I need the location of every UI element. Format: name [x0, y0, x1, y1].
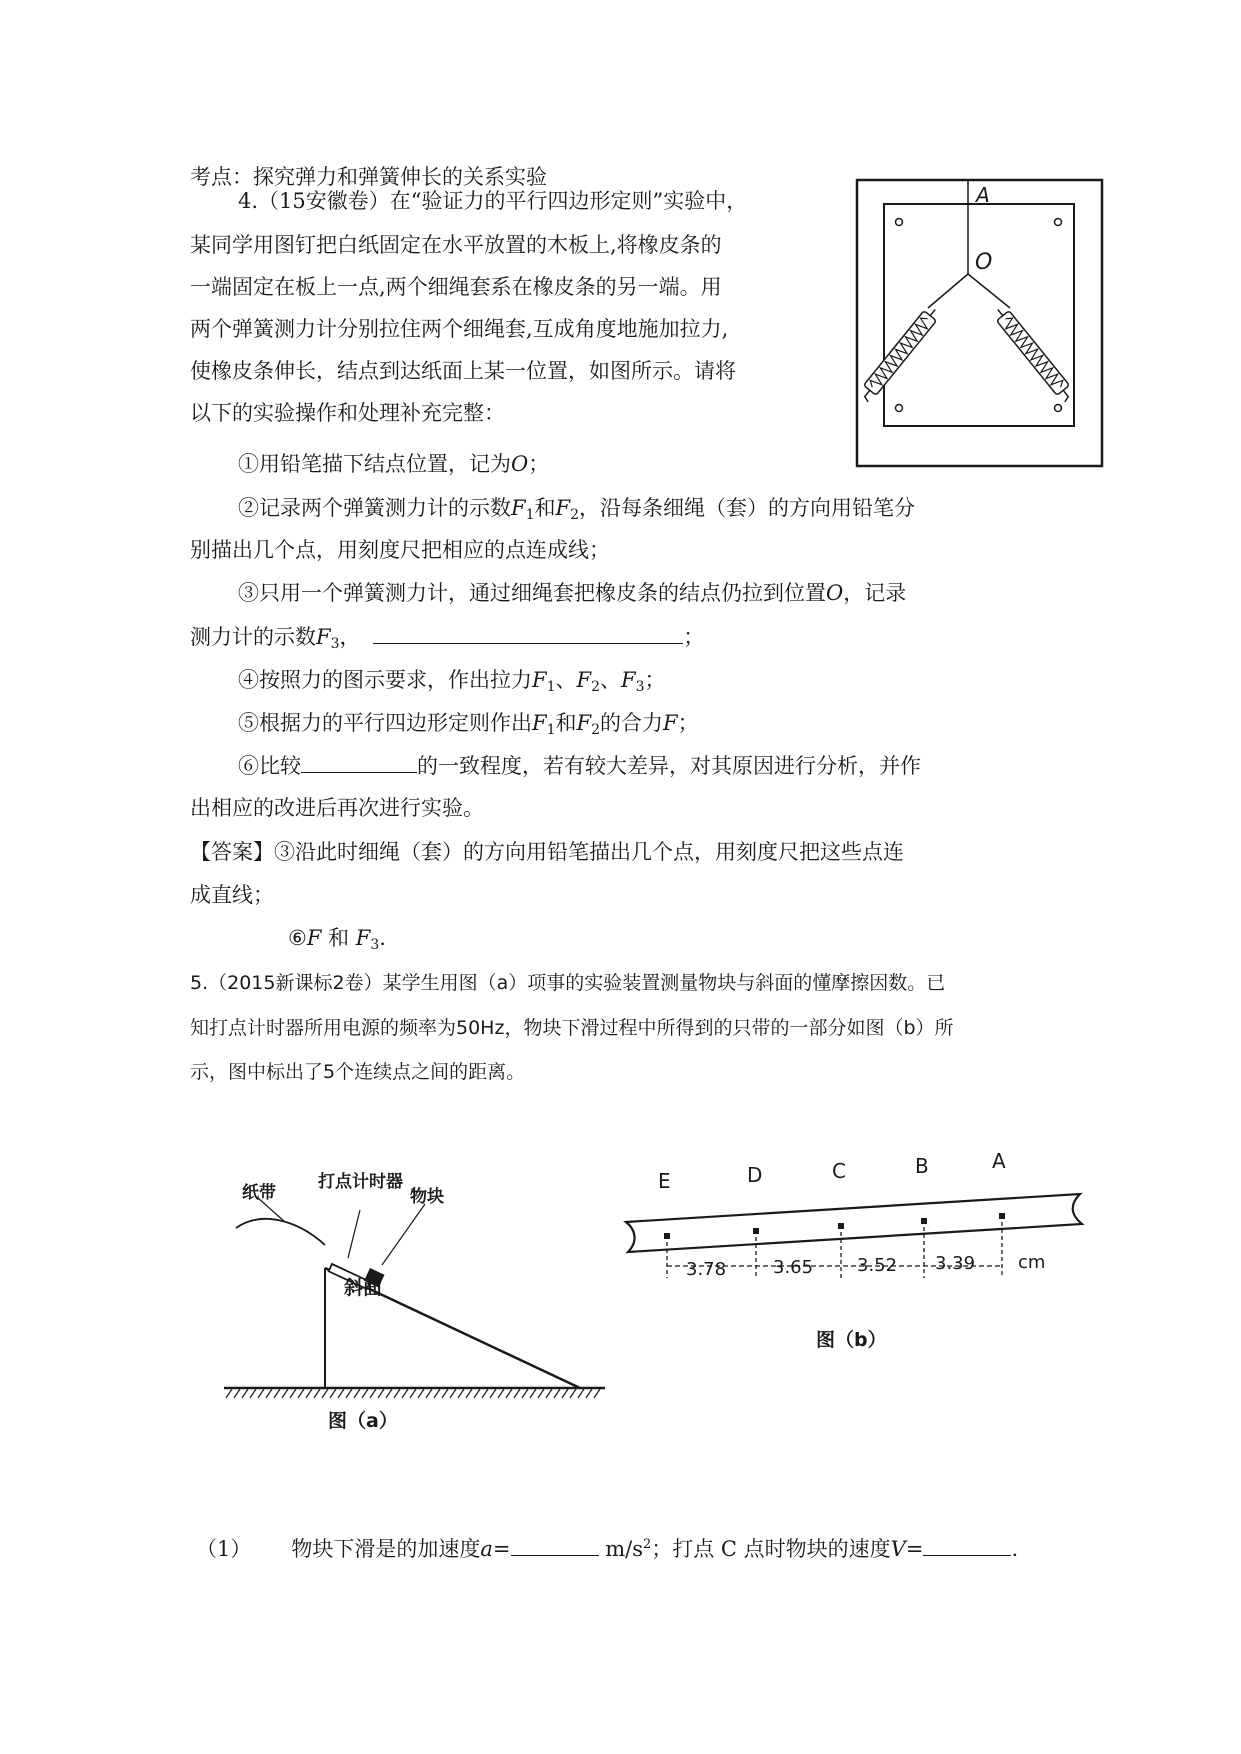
- separator: 、: [555, 668, 577, 692]
- f1-sub: 1: [546, 722, 556, 738]
- step-2-text: ②记录两个弹簧测力计的示数: [238, 496, 511, 520]
- f3-symbol: F: [316, 625, 331, 649]
- step-6-text-b: 的一致程度，若有较大差异，对其原因进行分析，并作: [417, 754, 921, 778]
- step-6-line-2: 出相应的改进后再次进行实验。: [190, 796, 484, 820]
- and-word: 和: [321, 926, 356, 950]
- answer: [190, 837, 904, 867]
- topic-text: 探究弹力和弹簧伸长的关系实验: [253, 165, 547, 189]
- block-label: 物块: [410, 1187, 444, 1207]
- f2-symbol: F: [576, 711, 592, 735]
- distance-de: 3.78: [686, 1259, 727, 1280]
- point-e: [664, 1233, 670, 1239]
- distance-cd: 3.65: [773, 1257, 814, 1278]
- q4-line-5: 使橡皮条伸长，结点到达纸面上某一位置，如图所示。请将: [190, 359, 736, 383]
- fig-a-caption: 图（a）: [328, 1410, 398, 1432]
- f3-symbol: F: [621, 668, 636, 692]
- step-1-text: ①用铅笔描下结点位置，记为: [238, 452, 511, 476]
- answer-6-marker: ⑥: [288, 926, 307, 950]
- step-3-text-c: 测力计的示数: [190, 625, 316, 649]
- step-6-text: ⑥比较: [238, 754, 301, 778]
- point-label-e: E: [658, 1169, 671, 1193]
- f1-sub: 1: [525, 507, 535, 523]
- sub-1-number: （1）: [196, 1537, 252, 1561]
- step-4-text: ④按照力的图示要求，作出拉力: [238, 668, 532, 692]
- f1-symbol: F: [511, 496, 526, 520]
- timer-label: 打点计时器: [318, 1172, 403, 1192]
- equals: =: [905, 1537, 924, 1561]
- point-label-a: A: [992, 1149, 1006, 1173]
- step-1-var: O: [511, 452, 529, 476]
- point-label-b: B: [915, 1154, 929, 1178]
- point-label-d: D: [747, 1163, 763, 1187]
- step-5: [238, 708, 699, 745]
- point-a: [999, 1213, 1005, 1219]
- step-5-text: ⑤根据力的平行四边形定则作出: [238, 711, 532, 735]
- step-5-text-b: 的合力: [600, 711, 663, 735]
- step-3-text: ③只用一个弹簧测力计，通过细绳套把橡皮条的结点仍拉到位置: [238, 581, 826, 605]
- answer-end: .: [379, 926, 386, 950]
- label-o: O: [975, 250, 993, 275]
- q5-line-3: 示，图中标出了5个连续点之间的距离。: [190, 1061, 526, 1083]
- sub-1-text: 物块下滑是的加速度: [291, 1537, 481, 1561]
- sub-1-text-b: ；打点 C 点时物块的速度: [651, 1537, 891, 1561]
- distance-ab: 3.39: [935, 1253, 976, 1274]
- distance-bc: 3.52: [857, 1255, 898, 1276]
- step-2: [238, 493, 915, 530]
- tape-figure: [620, 1149, 1090, 1430]
- var-v: V: [890, 1537, 906, 1561]
- f3-symbol: F: [355, 926, 371, 950]
- f1-sub: 1: [546, 679, 556, 695]
- sub-1-end: .: [1011, 1537, 1019, 1561]
- q5-sub-1: [196, 1530, 1018, 1564]
- force-board-figure: [855, 178, 1105, 470]
- q4-line-1: 4.（15安徽卷）在“验证力的平行四边形定则”实验中，: [238, 189, 748, 213]
- f3-sub: 3: [635, 679, 645, 695]
- step-3: [238, 578, 906, 608]
- f-symbol: F: [306, 926, 322, 950]
- point-label-c: C: [832, 1159, 846, 1183]
- f2-sub: 2: [570, 507, 579, 523]
- step-1: [238, 449, 549, 479]
- f2-symbol: F: [555, 496, 571, 520]
- equals: =: [492, 1537, 511, 1561]
- var-a: a: [480, 1537, 493, 1561]
- step-6: [238, 750, 921, 781]
- unit-exponent: 2: [642, 1537, 652, 1552]
- unit-label: cm: [1018, 1252, 1046, 1273]
- acceleration-blank[interactable]: [511, 1533, 599, 1556]
- point-b: [921, 1218, 927, 1224]
- point-c: [838, 1223, 844, 1229]
- fig-b-caption: 图（b）: [816, 1329, 887, 1351]
- step-3-end: ；: [683, 625, 705, 649]
- step-4-end: ；: [644, 668, 666, 692]
- answer-line-2: 成直线；: [190, 883, 274, 907]
- q4-line-4: 两个弹簧测力计分别拉住两个细绳套,互成角度地施加拉力,: [190, 317, 729, 341]
- tape-label: 纸带: [242, 1183, 276, 1203]
- separator: 、: [600, 668, 621, 692]
- point-d: [753, 1228, 759, 1234]
- q4-line-2: 某同学用图钉把白纸固定在水平放置的木板上,将橡皮条的: [190, 233, 722, 257]
- unit: m/s: [605, 1537, 643, 1561]
- step-3-comma: ，: [339, 625, 361, 649]
- and-word: 和: [555, 711, 577, 735]
- q5-line-2: 知打点计时器所用电源的频率为50Hz，物块下滑过程中所得到的只带的一部分如图（b）所: [190, 1017, 954, 1039]
- step-2-line-2: 别描出几个点，用刻度尺把相应的点连成线；: [190, 538, 610, 562]
- step-6-answer-blank[interactable]: [301, 750, 417, 773]
- q5-line-1: 5.（2015新课标2卷）某学生用图（a）项事的实验装置测量物块与斜面的懂摩擦因数。已: [190, 972, 946, 994]
- incline-figure: [220, 1172, 610, 1440]
- f-symbol: F: [663, 711, 678, 735]
- q4-line-6: 以下的实验操作和处理补充完整：: [190, 401, 505, 425]
- step-3-answer-blank[interactable]: [373, 621, 683, 644]
- and-word: 和: [534, 496, 556, 520]
- step-3-line-2: [190, 621, 704, 659]
- f2-symbol: F: [576, 668, 592, 692]
- f1-symbol: F: [532, 711, 547, 735]
- f2-sub: 2: [591, 722, 600, 738]
- q4-line-3: 一端固定在板上一点,两个细绳套系在橡皮条的另一端。用: [190, 275, 722, 299]
- f1-symbol: F: [532, 668, 547, 692]
- topic-prefix: 考点：: [190, 165, 253, 189]
- answer-label: 【答案】: [190, 840, 274, 864]
- label-a: A: [976, 183, 990, 207]
- step-4: [238, 665, 666, 702]
- step-3-text-b: ，记录: [843, 581, 907, 605]
- step-3-var: O: [826, 581, 844, 605]
- f3-sub: 3: [330, 636, 340, 652]
- f2-sub: 2: [591, 679, 600, 695]
- step-5-end: ；: [677, 711, 699, 735]
- step-1-end: ；: [528, 452, 550, 476]
- step-2-text-b: ，沿每条细绳（套）的方向用铅笔分: [579, 496, 915, 520]
- answer-part-6: [288, 923, 386, 960]
- velocity-blank[interactable]: [923, 1533, 1011, 1556]
- slope-label: 斜面: [344, 1277, 383, 1299]
- f3-sub: 3: [370, 937, 380, 953]
- answer-text: ③沿此时细绳（套）的方向用铅笔描出几个点，用刻度尺把这些点连: [274, 840, 904, 864]
